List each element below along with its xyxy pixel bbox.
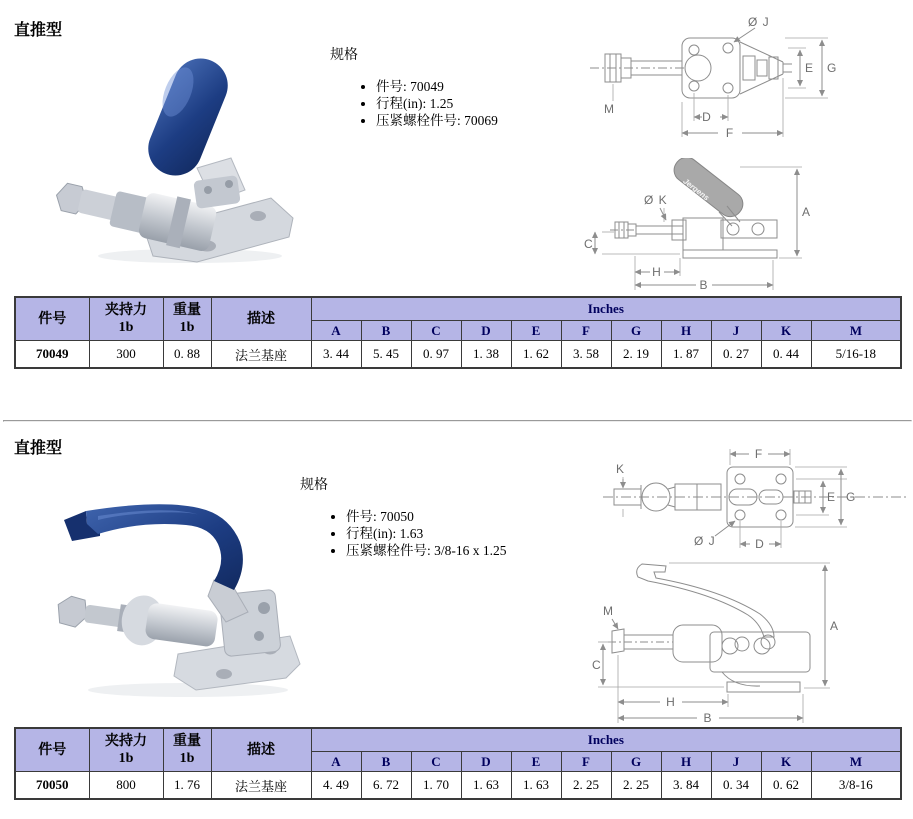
col-header-dim-g: G (611, 752, 661, 772)
col-header-dim-h: H (661, 321, 711, 341)
col-header-weight-unit: 1b (179, 320, 195, 335)
col-header-dim-a: A (311, 321, 361, 341)
col-header-part: 件号 (15, 297, 89, 341)
spec-list (300, 508, 507, 559)
dim-label-c: C (592, 658, 602, 672)
dim-label-g: G (827, 61, 838, 75)
col-header-dim-j: J (711, 321, 761, 341)
section-heading-1: 直推型 (14, 22, 63, 40)
spec-item: • 压紧螺栓件号: 3/8-16 x 1.25 (346, 542, 507, 559)
dim-label-e: E (805, 61, 815, 75)
col-header-weight-line1: 重量 (173, 734, 201, 749)
dim-label-a: A (802, 205, 812, 219)
col-header-part: 件号 (15, 728, 89, 772)
dim-label-b: B (703, 711, 713, 725)
dim-label-g: G (846, 490, 857, 504)
col-header-dim-b: B (361, 752, 411, 772)
dim-label-oj: Ø J (694, 534, 716, 548)
dim-label-k: K (616, 462, 626, 476)
col-header-dim-g: G (611, 321, 661, 341)
spec-title: 规格 (330, 48, 358, 63)
dim-label-f: F (754, 447, 764, 461)
col-header-inches: Inches (311, 297, 901, 321)
product-photo-1 (45, 50, 295, 265)
product-photo-2 (28, 478, 303, 703)
cell-dim-b: 5. 45 (361, 341, 411, 369)
spec-list (330, 78, 498, 129)
col-header-dim-e: E (511, 752, 561, 772)
cell-dim-g: 2. 19 (611, 341, 661, 369)
col-header-inches: Inches (311, 728, 901, 752)
cell-dim-k: 0. 44 (761, 341, 811, 369)
dim-label-h: H (666, 695, 676, 709)
spec-item: • 件号: 70049 (376, 78, 498, 95)
dim-label-f: F (725, 126, 735, 140)
col-header-dim-b: B (361, 321, 411, 341)
spec-table-2 (14, 727, 902, 800)
cell-part-number: 70049 (15, 341, 89, 369)
col-header-dim-c: C (411, 752, 461, 772)
spec-table-1 (14, 296, 902, 369)
cell-dim-m: 5/16-18 (811, 341, 901, 369)
col-header-dim-f: F (561, 321, 611, 341)
col-header-weight-unit: 1b (179, 751, 195, 766)
cell-desc: 法兰基座 (211, 772, 311, 800)
cell-weight: 1. 76 (163, 772, 211, 800)
dim-label-c: C (584, 237, 594, 251)
cell-dim-f: 2. 25 (561, 772, 611, 800)
spec-block-2 (300, 474, 507, 559)
drawing-handle (669, 158, 747, 221)
cell-force: 300 (89, 341, 163, 369)
cell-dim-m: 3/8-16 (811, 772, 901, 800)
col-header-force-unit: 1b (118, 751, 134, 766)
clamp-plunger (54, 584, 219, 656)
dim-label-b: B (699, 278, 709, 292)
spec-block-1 (330, 44, 498, 129)
col-header-dim-h: H (661, 752, 711, 772)
spec-item: • 行程(in): 1.63 (346, 525, 507, 542)
cell-force: 800 (89, 772, 163, 800)
cell-dim-d: 1. 63 (461, 772, 511, 800)
dim-label-oj: Ø J (748, 15, 770, 29)
brand-label: Jergens (681, 176, 711, 203)
col-header-weight (163, 728, 211, 772)
table-row (15, 772, 901, 800)
col-header-weight-line1: 重量 (173, 303, 201, 318)
cell-dim-c: 0. 97 (411, 341, 461, 369)
cell-dim-h: 3. 84 (661, 772, 711, 800)
cell-desc: 法兰基座 (211, 341, 311, 369)
spec-item: • 压紧螺栓件号: 70069 (376, 112, 498, 129)
cell-dim-g: 2. 25 (611, 772, 661, 800)
spec-title: 规格 (300, 478, 328, 493)
col-header-force (89, 297, 163, 341)
clamp-plunger (51, 170, 218, 255)
col-header-dim-j: J (711, 752, 761, 772)
dim-label-e: E (827, 490, 837, 504)
col-header-force-line1: 夹持力 (105, 734, 147, 749)
cell-dim-a: 3. 44 (311, 341, 361, 369)
col-header-dim-k: K (761, 321, 811, 341)
col-header-dim-a: A (311, 752, 361, 772)
col-header-force-line1: 夹持力 (105, 303, 147, 318)
col-header-desc: 描述 (211, 728, 311, 772)
technical-drawing-side-view-1 (572, 158, 907, 294)
section-divider (3, 420, 912, 422)
cell-dim-e: 1. 63 (511, 772, 561, 800)
cell-dim-h: 1. 87 (661, 341, 711, 369)
col-header-force-unit: 1b (118, 320, 134, 335)
cell-dim-j: 0. 27 (711, 341, 761, 369)
cell-dim-b: 6. 72 (361, 772, 411, 800)
col-header-desc: 描述 (211, 297, 311, 341)
dim-label-ok: Ø K (644, 193, 668, 207)
cell-dim-f: 3. 58 (561, 341, 611, 369)
cell-dim-c: 1. 70 (411, 772, 461, 800)
cell-dim-e: 1. 62 (511, 341, 561, 369)
col-header-dim-f: F (561, 752, 611, 772)
spec-item: • 件号: 70050 (346, 508, 507, 525)
dim-label-d: D (755, 537, 765, 551)
cell-part-number: 70050 (15, 772, 89, 800)
col-header-dim-e: E (511, 321, 561, 341)
col-header-dim-d: D (461, 752, 511, 772)
col-header-force (89, 728, 163, 772)
cell-weight: 0. 88 (163, 341, 211, 369)
cell-dim-d: 1. 38 (461, 341, 511, 369)
dim-label-a: A (830, 619, 840, 633)
technical-drawing-top-view-2 (598, 433, 913, 563)
col-header-dim-m: M (811, 321, 901, 341)
cell-dim-a: 4. 49 (311, 772, 361, 800)
cell-dim-k: 0. 62 (761, 772, 811, 800)
spec-item: • 行程(in): 1.25 (376, 95, 498, 112)
col-header-weight (163, 297, 211, 341)
dim-label-d: D (702, 110, 712, 124)
col-header-dim-k: K (761, 752, 811, 772)
cell-dim-j: 0. 34 (711, 772, 761, 800)
dim-label-m: M (604, 102, 615, 116)
section-heading-2: 直推型 (14, 440, 63, 458)
clamp-pivot (193, 158, 245, 209)
dim-label-m: M (603, 604, 614, 618)
technical-drawing-top-view-1 (585, 10, 910, 160)
col-header-dim-c: C (411, 321, 461, 341)
col-header-dim-d: D (461, 321, 511, 341)
col-header-dim-m: M (811, 752, 901, 772)
dim-label-h: H (652, 265, 662, 279)
table-row (15, 341, 901, 369)
technical-drawing-side-view-2 (572, 557, 912, 725)
